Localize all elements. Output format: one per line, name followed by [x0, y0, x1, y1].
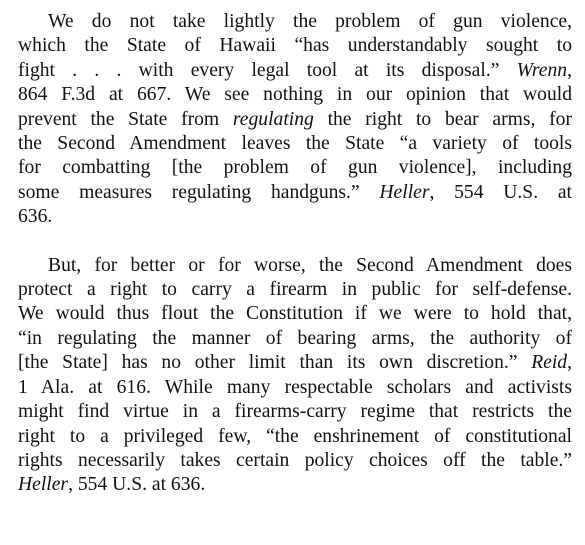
italic-citation: Heller: [18, 474, 69, 496]
text-run: for combatting [the problem of gun violence], including: [18, 157, 572, 179]
text-run: 1 Ala. at 616. While many respectable scholars and activists: [18, 376, 572, 398]
text-run: prevent the State from: [18, 108, 233, 130]
text-line: [18, 302, 572, 326]
text-line: [18, 400, 572, 424]
text-line: [18, 278, 572, 302]
text-run: right to a privileged few, “the enshrinement of constitutional: [18, 425, 572, 447]
text-run: might find virtue in a firearms-carry regime that restricts the: [18, 401, 572, 423]
text-line: [18, 425, 572, 449]
text-run: the Second Amendment leaves the State “a variety of tools: [18, 133, 572, 155]
paragraph-1: [18, 10, 572, 230]
text-line: [18, 156, 572, 180]
text-line: [18, 327, 572, 351]
text-line: [18, 34, 572, 58]
text-run: 636.: [18, 206, 53, 228]
italic-citation: Wrenn: [516, 59, 568, 81]
text-line: [18, 376, 572, 400]
text-run: But, for better or for worse, the Second Amendment does: [48, 254, 572, 276]
text-run: rights necessarily takes certain policy choices off the table.”: [18, 449, 572, 471]
text-run: “in regulating the manner of bearing arms, the authority of: [18, 327, 572, 349]
text-line: [18, 83, 572, 107]
text-run: We would thus flout the Constitution if we were to hold that,: [18, 303, 572, 325]
text-run: We do not take lightly the problem of gun violence,: [48, 11, 572, 32]
italic-citation: Reid: [531, 352, 568, 374]
italic-citation: Heller: [379, 181, 430, 203]
text-run: ,: [567, 352, 572, 374]
text-run: [the State] has no other limit than its own discretion.”: [18, 352, 532, 374]
text-line: [18, 254, 572, 278]
text-run: , 554 U.S. at: [429, 181, 572, 203]
text-run: fight . . . with every legal tool at its disposal.”: [18, 59, 517, 81]
text-line: [18, 449, 572, 473]
paragraph-2: [18, 254, 572, 498]
italic-citation: regulating: [232, 108, 314, 130]
document-body: [18, 10, 572, 498]
text-line: [18, 59, 572, 83]
text-line: [18, 10, 572, 34]
text-run: which the State of Hawaii “has understandably sought to: [18, 35, 572, 57]
text-line: [18, 473, 572, 497]
text-run: , 554 U.S. at 636.: [68, 474, 206, 496]
text-line: [18, 205, 572, 229]
text-line: [18, 181, 572, 205]
text-run: the right to bear arms, for: [313, 108, 572, 130]
text-line: [18, 108, 572, 132]
text-line: [18, 351, 572, 375]
text-run: some measures regulating handguns.”: [18, 181, 380, 203]
text-run: 864 F.3d at 667. We see nothing in our opinion that would: [18, 84, 572, 106]
text-line: [18, 132, 572, 156]
text-run: ,: [567, 59, 572, 81]
text-run: protect a right to carry a firearm in public for self-defense.: [18, 279, 572, 301]
